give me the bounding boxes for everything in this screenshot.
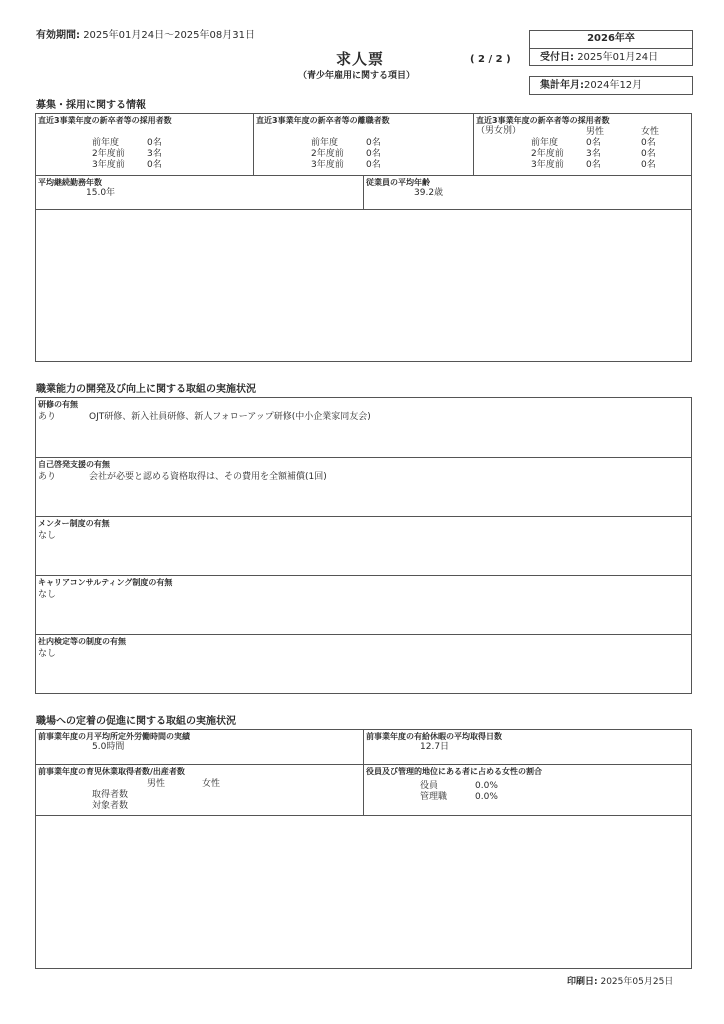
women-value: 0.0% <box>475 792 498 802</box>
childcare-col-female: 女性 <box>202 779 221 789</box>
overtime-title: 前事業年度の月平均所定外労働時間の実績 <box>38 732 190 741</box>
dev-row-divider <box>35 457 692 458</box>
childcare-row-taken: 取得者数 <box>92 790 129 800</box>
gender-male-value: 0名 <box>586 138 601 148</box>
gender-col-female: 女性 <box>641 127 660 137</box>
gender-female-value: 0名 <box>641 160 656 170</box>
leavers-value: 0名 <box>366 149 381 159</box>
tenure-title: 平均継続勤務年数 <box>38 178 102 187</box>
print-date <box>567 977 673 988</box>
print-value: 2025年05月25日 <box>600 977 674 987</box>
validity-value: 2025年01月24日～2025年08月31日 <box>83 30 255 41</box>
retention-divider <box>363 729 364 815</box>
page-number: ( 2 / 2 ) <box>470 54 511 65</box>
received-value: 2025年01月24日 <box>577 52 659 63</box>
hires-value: 3名 <box>147 149 162 159</box>
retention-row-divider <box>35 764 692 765</box>
grad-year: 2026年卒 <box>587 33 635 44</box>
mentor-status: なし <box>38 531 57 541</box>
tally-value: 2024年12月 <box>584 80 643 91</box>
section-heading-retention: 職場への定着の促進に関する取組の実施状況 <box>36 716 236 727</box>
childcare-row-eligible: 対象者数 <box>92 801 129 811</box>
tally-label: 集計年月: <box>540 80 584 91</box>
training-detail: OJT研修、新入社員研修、新人フォローアップ研修(中小企業家同友会) <box>89 412 371 422</box>
childcare-col-male: 男性 <box>147 779 166 789</box>
gender-title: 直近3事業年度の新卒者等の採用者数 <box>476 116 610 125</box>
recruit-divider-2 <box>473 113 474 175</box>
training-title: 研修の有無 <box>38 400 78 409</box>
selfdev-status: あり <box>38 472 57 482</box>
dev-box <box>35 397 692 694</box>
gender-male-value: 0名 <box>586 160 601 170</box>
hires-label: 2年度前 <box>92 149 125 159</box>
tally-month <box>540 80 642 92</box>
received-label: 受付日: <box>540 52 574 63</box>
leave-title: 前事業年度の有給休暇の平均取得日数 <box>366 732 502 741</box>
gender-female-values <box>641 138 656 171</box>
age-title: 従業員の平均年齢 <box>366 178 430 187</box>
leave-value: 12.7日 <box>420 742 450 752</box>
retention-row-divider <box>35 815 692 816</box>
hires-values <box>147 138 162 171</box>
leavers-label: 3年度前 <box>311 160 344 170</box>
recruit-row-divider-2 <box>35 209 692 210</box>
gender-label: 前年度 <box>531 138 559 148</box>
validity-period <box>36 30 255 42</box>
hires-labels <box>92 138 125 171</box>
leavers-label: 前年度 <box>311 138 339 148</box>
gender-labels <box>531 138 564 171</box>
training-status: あり <box>38 412 57 422</box>
age-value: 39.2歳 <box>414 188 444 198</box>
gender-female-value: 0名 <box>641 138 656 148</box>
women-value: 0.0% <box>475 781 498 791</box>
gender-male-values <box>586 138 601 171</box>
page-title: 求人票 <box>336 50 385 68</box>
exam-status: なし <box>38 649 57 659</box>
gender-female-value: 0名 <box>641 149 656 159</box>
received-date <box>540 52 658 64</box>
overtime-value: 5.0時間 <box>92 742 125 752</box>
page-subtitle: （青少年雇用に関する項目） <box>298 71 416 81</box>
header-divider <box>529 48 693 49</box>
tenure-value: 15.0年 <box>86 188 116 198</box>
mentor-title: メンター制度の有無 <box>38 519 110 528</box>
recruit-divider-3 <box>363 175 364 209</box>
career-status: なし <box>38 590 57 600</box>
women-labels <box>420 781 447 803</box>
section-heading-recruit: 募集・採用に関する情報 <box>36 100 146 111</box>
hires-title: 直近3事業年度の新卒者等の採用者数 <box>38 116 172 125</box>
leavers-labels <box>311 138 344 171</box>
women-label: 役員 <box>420 781 439 791</box>
women-values <box>475 781 498 803</box>
recruit-divider-1 <box>253 113 254 175</box>
leavers-value: 0名 <box>366 160 381 170</box>
print-label: 印刷日: <box>567 977 598 987</box>
hires-value: 0名 <box>147 138 162 148</box>
childcare-title: 前事業年度の育児休業取得者数/出産者数 <box>38 767 185 776</box>
selfdev-title: 自己啓発支援の有無 <box>38 460 110 469</box>
leavers-values <box>366 138 381 171</box>
dev-row-divider <box>35 516 692 517</box>
section-heading-dev: 職業能力の開発及び向上に関する取組の実施状況 <box>36 384 256 395</box>
leavers-title: 直近3事業年度の新卒者等の離職者数 <box>256 116 390 125</box>
leavers-label: 2年度前 <box>311 149 344 159</box>
hires-label: 前年度 <box>92 138 120 148</box>
exam-title: 社内検定等の制度の有無 <box>38 637 126 646</box>
gender-male-value: 3名 <box>586 149 601 159</box>
validity-label: 有効期間: <box>36 30 80 41</box>
women-label: 管理職 <box>420 792 448 802</box>
leavers-value: 0名 <box>366 138 381 148</box>
gender-label: 3年度前 <box>531 160 564 170</box>
dev-row-divider <box>35 634 692 635</box>
selfdev-detail: 会社が必要と認める資格取得は、その費用を全額補償(1回) <box>89 472 327 482</box>
gender-col-male: 男性 <box>586 127 605 137</box>
gender-subtitle: （男女別） <box>476 126 522 136</box>
hires-value: 0名 <box>147 160 162 170</box>
dev-row-divider <box>35 575 692 576</box>
gender-label: 2年度前 <box>531 149 564 159</box>
women-title: 役員及び管理的地位にある者に占める女性の割合 <box>366 767 542 776</box>
career-title: キャリアコンサルティング制度の有無 <box>38 578 173 587</box>
hires-label: 3年度前 <box>92 160 125 170</box>
